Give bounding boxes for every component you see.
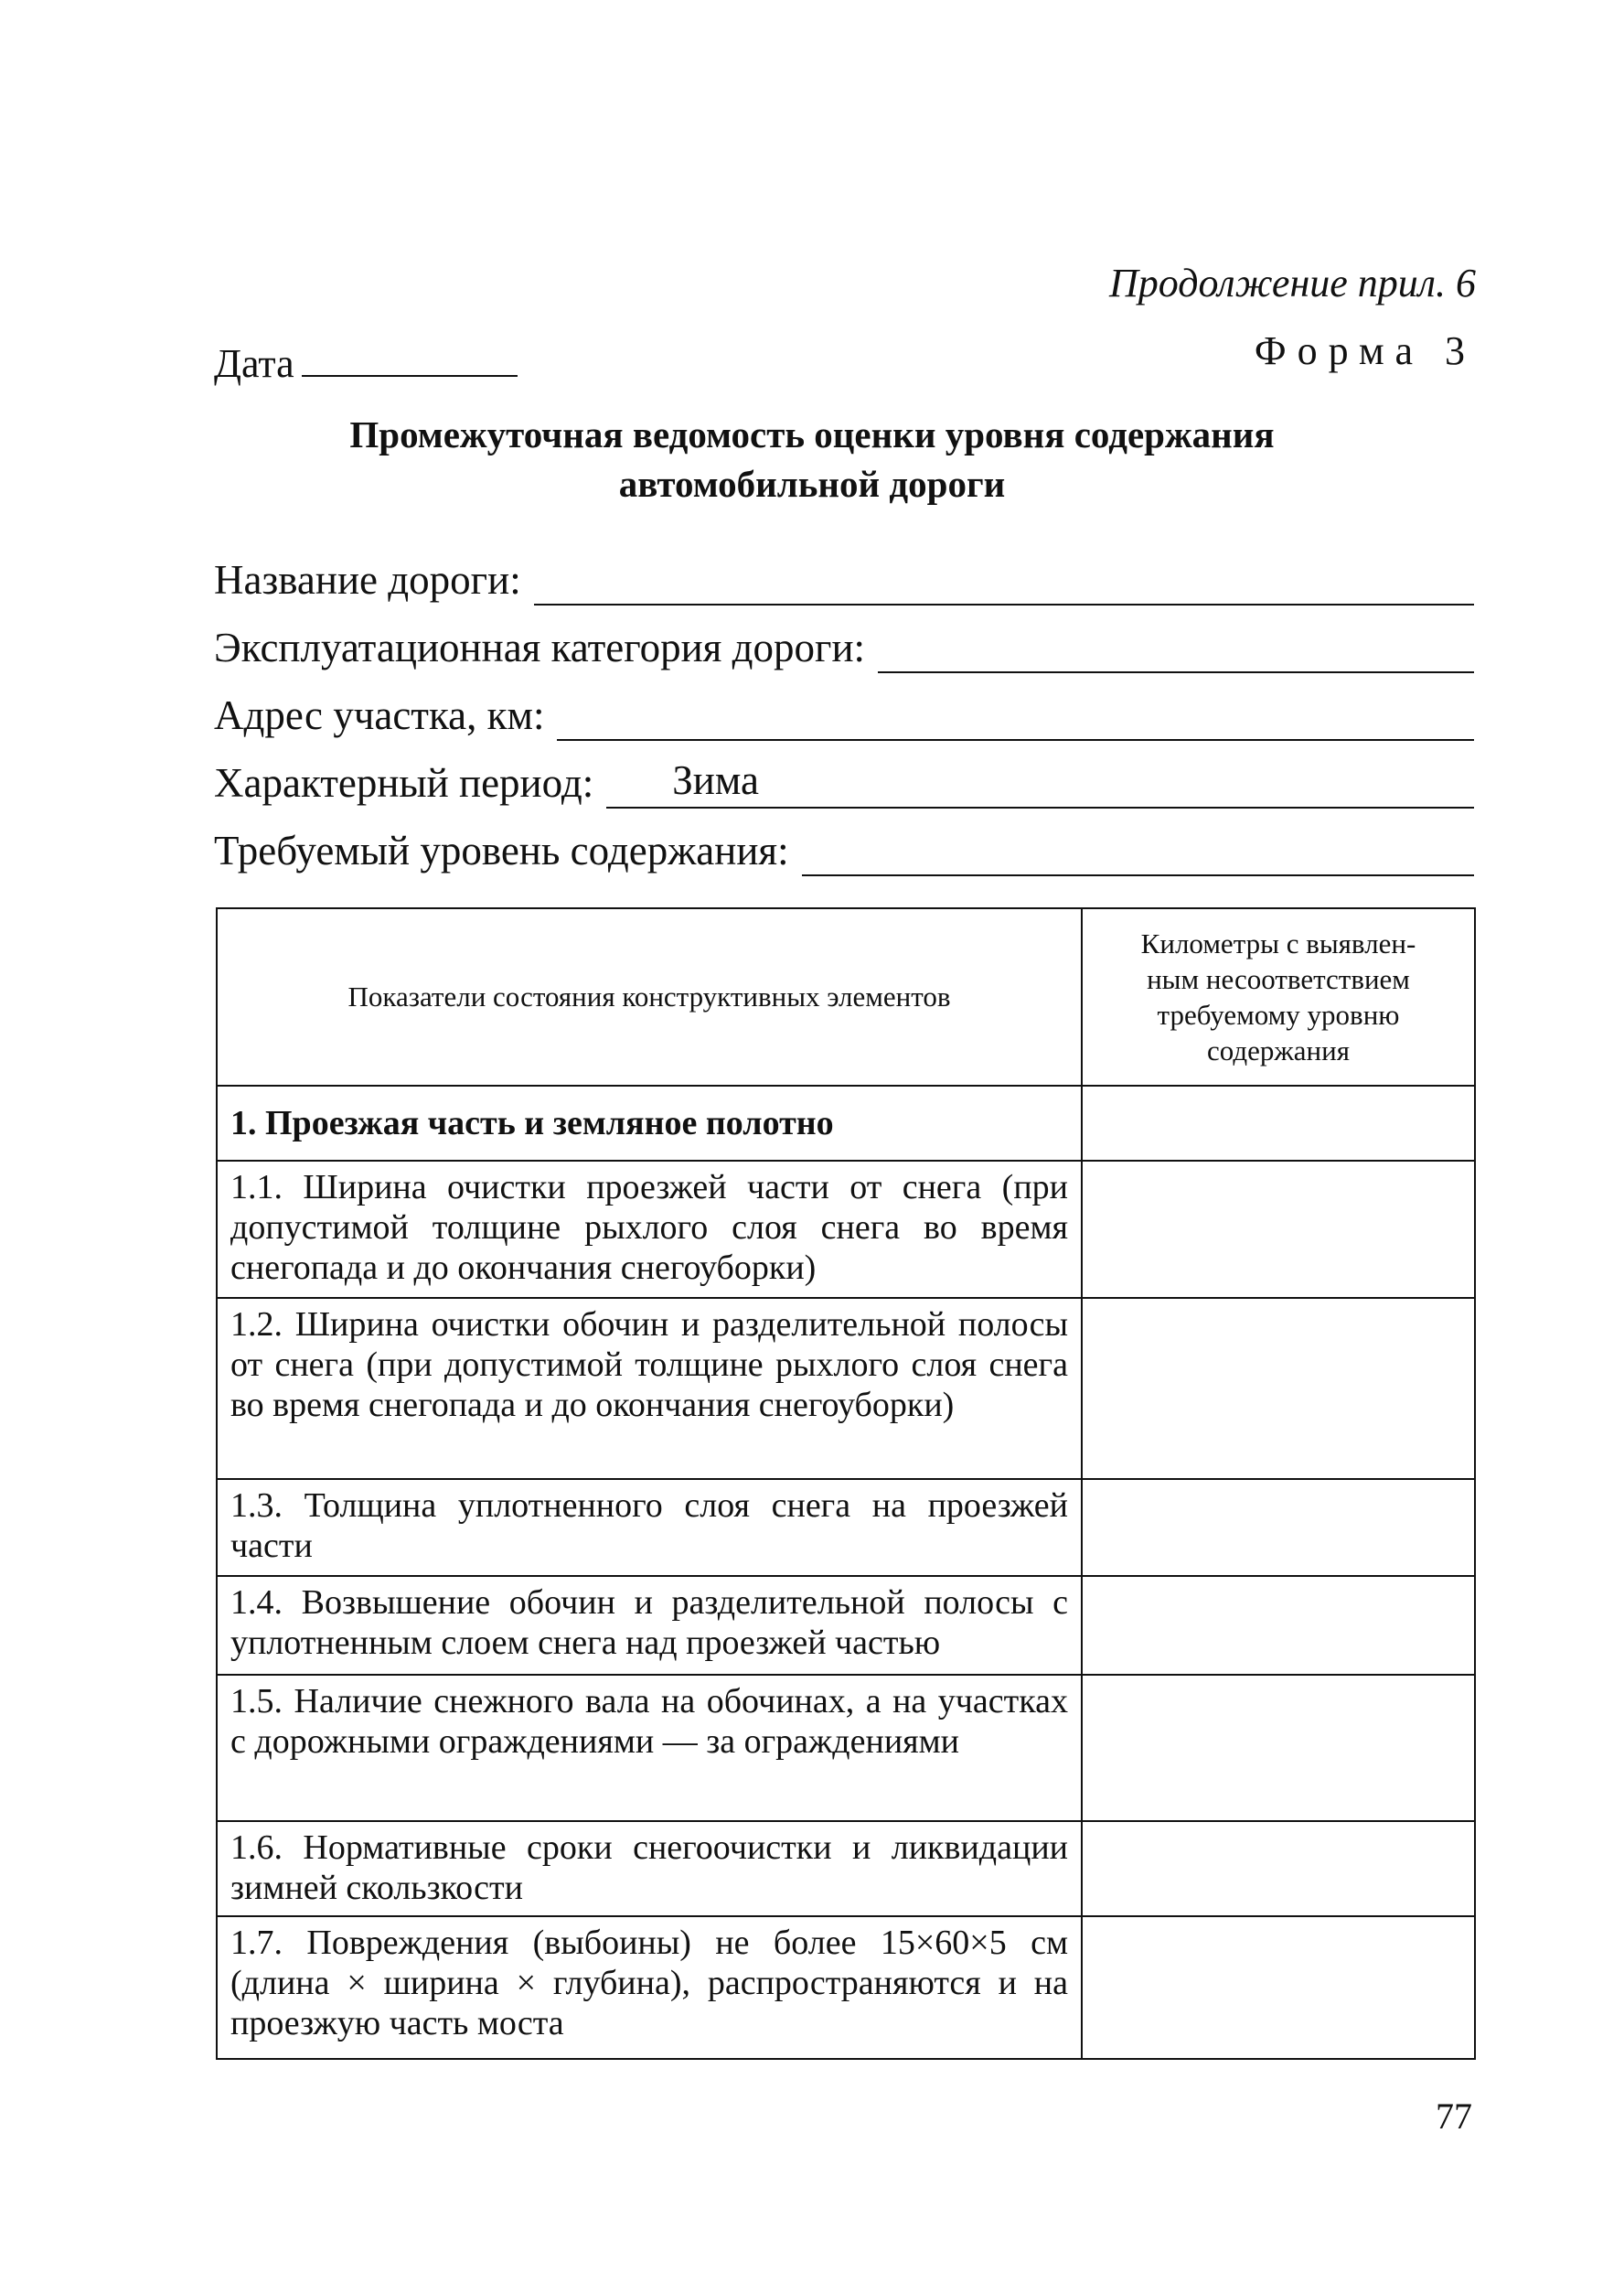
assessment-table <box>216 907 1476 2060</box>
title-line-1: Промежуточная ведомость оценки уровня содержания <box>349 413 1275 456</box>
period-blank[interactable] <box>606 756 1474 809</box>
header-km-line-1: Километры с выявлен- <box>1140 927 1416 959</box>
row-km-cell-1-1[interactable] <box>1082 1161 1475 1298</box>
row-text-1-2: 1.2. Ширина очистки обочин и разделительной полосы от снега (при допустимой толщине рыхлого слоя снега во время снегопада и до окончания снегоуборки) <box>217 1298 1082 1479</box>
row-km-cell-1-5[interactable] <box>1082 1675 1475 1821</box>
table-row <box>217 1916 1475 2059</box>
header-km <box>1082 908 1475 1086</box>
category-field <box>214 615 1474 673</box>
form-number: Форма 3 <box>1254 328 1476 373</box>
section-title: 1. Проезжая часть и земляное полотно <box>217 1086 1082 1161</box>
date-label: Дата <box>214 341 294 386</box>
level-label: Требуемый уровень содержания: <box>214 828 789 874</box>
header-km-line-2: ным несоответствием <box>1147 963 1410 995</box>
row-km-cell-1-2[interactable] <box>1082 1298 1475 1479</box>
category-label: Эксплуатационная категория дороги: <box>214 625 866 670</box>
header-km-line-4: содержания <box>1206 1034 1350 1066</box>
period-value: Зима <box>672 757 760 803</box>
header-indicators: Показатели состояния конструктивных элементов <box>217 908 1082 1086</box>
row-text-1-3: 1.3. Толщина уплотненного слоя снега на проезжей части <box>217 1479 1082 1576</box>
category-blank[interactable] <box>878 620 1474 673</box>
title-line-2: автомобильной дороги <box>618 463 1006 505</box>
address-label: Адрес участка, км: <box>214 692 545 738</box>
period-label: Характерный период: <box>214 760 594 806</box>
row-km-cell-1-6[interactable] <box>1082 1821 1475 1916</box>
period-field <box>214 750 1474 809</box>
road-name-field <box>214 547 1474 606</box>
table-row <box>217 1821 1475 1916</box>
level-field <box>214 818 1474 876</box>
date-blank-line[interactable] <box>302 375 518 377</box>
row-km-cell-1-4[interactable] <box>1082 1576 1475 1675</box>
table-row <box>217 1576 1475 1675</box>
table-row <box>217 1298 1475 1479</box>
continuation-label: Продолжение прил. 6 <box>1109 261 1476 305</box>
section-km-cell[interactable] <box>1082 1086 1475 1161</box>
table-header-row <box>217 908 1475 1086</box>
row-text-1-6: 1.6. Нормативные сроки снегоочистки и ликвидации зимней скользкости <box>217 1821 1082 1916</box>
level-blank[interactable] <box>802 823 1474 876</box>
row-text-1-1: 1.1. Ширина очистки проезжей части от снега (при допустимой толщине рыхлого слоя снега во время снегопада и до окончания снегоуборки) <box>217 1161 1082 1298</box>
address-field <box>214 682 1474 741</box>
header-km-line-3: требуемому уровню <box>1157 999 1400 1031</box>
address-blank[interactable] <box>557 688 1474 741</box>
row-text-1-7: 1.7. Повреждения (выбоины) не более 15×60×5 см (длина × ширина × глубина), распространяются и на проезжую часть моста <box>217 1916 1082 2059</box>
row-km-cell-1-3[interactable] <box>1082 1479 1475 1576</box>
table-row <box>217 1479 1475 1576</box>
road-name-label: Название дороги: <box>214 557 521 603</box>
row-km-cell-1-7[interactable] <box>1082 1916 1475 2059</box>
road-name-blank[interactable] <box>534 552 1474 606</box>
table-row <box>217 1161 1475 1298</box>
row-text-1-4: 1.4. Возвышение обочин и разделительной полосы с уплотненным слоем снега над проезжей частью <box>217 1576 1082 1675</box>
page-number: 77 <box>1436 2095 1472 2137</box>
section-row <box>217 1086 1475 1161</box>
row-text-1-5: 1.5. Наличие снежного вала на обочинах, а на участках с дорожными ограждениями — за ограждениями <box>217 1675 1082 1821</box>
table-row <box>217 1675 1475 1821</box>
document-title <box>0 410 1624 509</box>
date-field <box>214 340 518 387</box>
